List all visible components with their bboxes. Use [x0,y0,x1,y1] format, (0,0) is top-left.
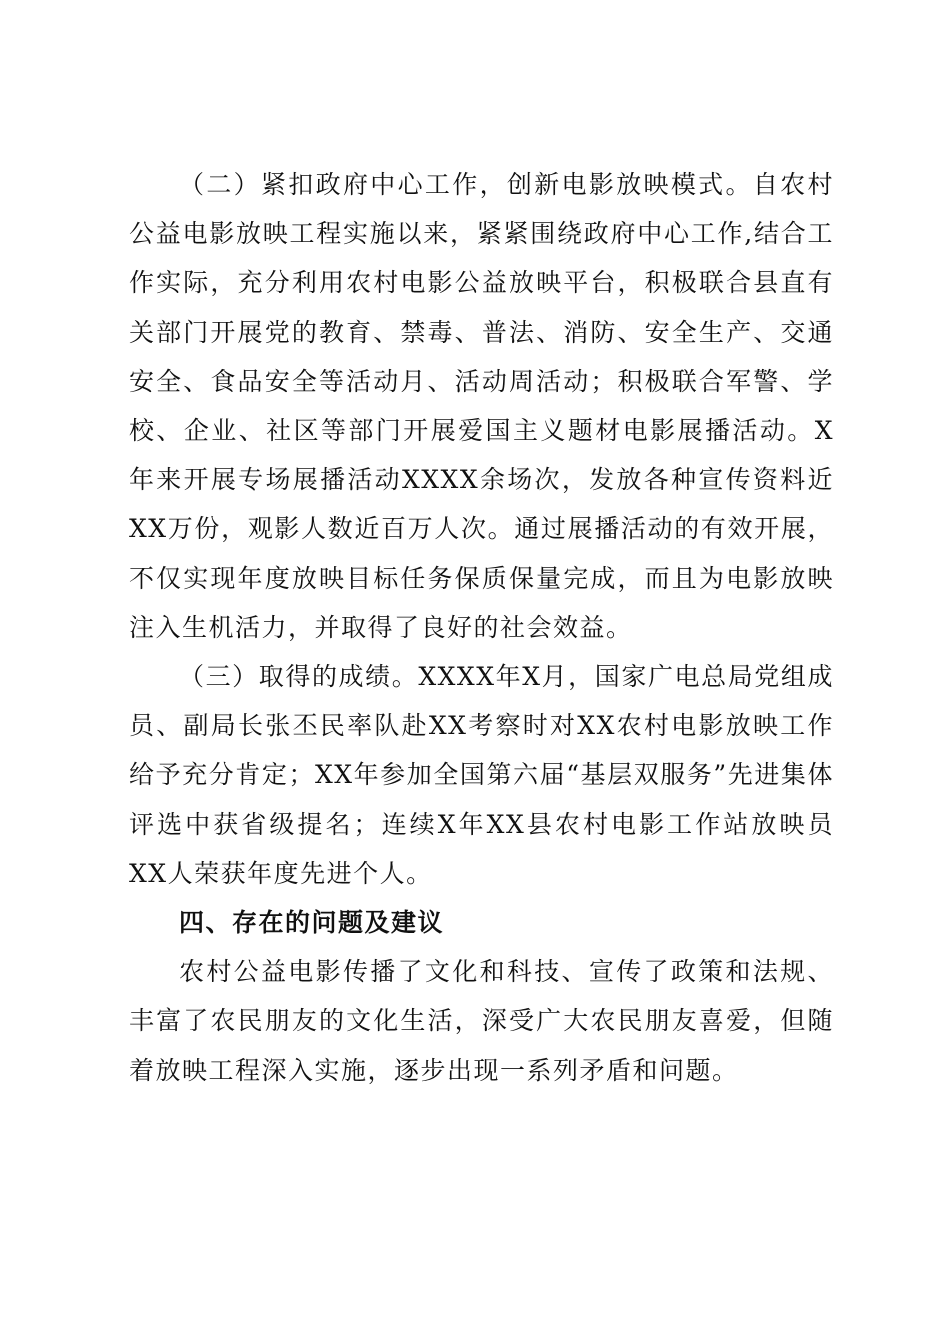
section-heading: 四、存在的问题及建议 [179,908,445,938]
document-body [129,160,834,1095]
paragraph-problems-intro: 农村公益电影传播了文化和科技、宣传了政策和法规、丰富了农民朋友的文化生活，深受广大农民朋友喜爱，但随着放映工程深入实施，逐步出现一系列矛盾和问题。 [129,957,834,1085]
paragraph-policy-model: （二）紧扣政府中心工作，创新电影放映模式。自农村公益电影放映工程实施以来，紧紧围绕政府中心工作,结合工作实际，充分利用农村电影公益放映平台，积极联合县直有关部门开展党的教育、禁毒、普法、消防、安全生产、交通安全、食品安全等活动月、活动周活动；积极联合军警、学校、企业、社区等部门开展爱国主义题材电影展播活动。X年来开展专场展播活动XXXX余场次，发放各种宣传资料近XX万份，观影人数近百万人次。通过展播活动的有效开展，不仅实现年度放映目标任务保质保量完成，而且为电影放映注入生机活力，并取得了良好的社会效益。 [129,170,834,642]
paragraph-achievements: （三）取得的成绩。XXXX年X月，国家广电总局党组成员、副局长张丕民率队赴XX考察时对XX农村电影放映工作给予充分肯定；XX年参加全国第六届“基层双服务”先进集体评选中获省级提名；连续X年XX县农村电影工作站放映员XX人荣获年度先进个人。 [129,662,834,888]
